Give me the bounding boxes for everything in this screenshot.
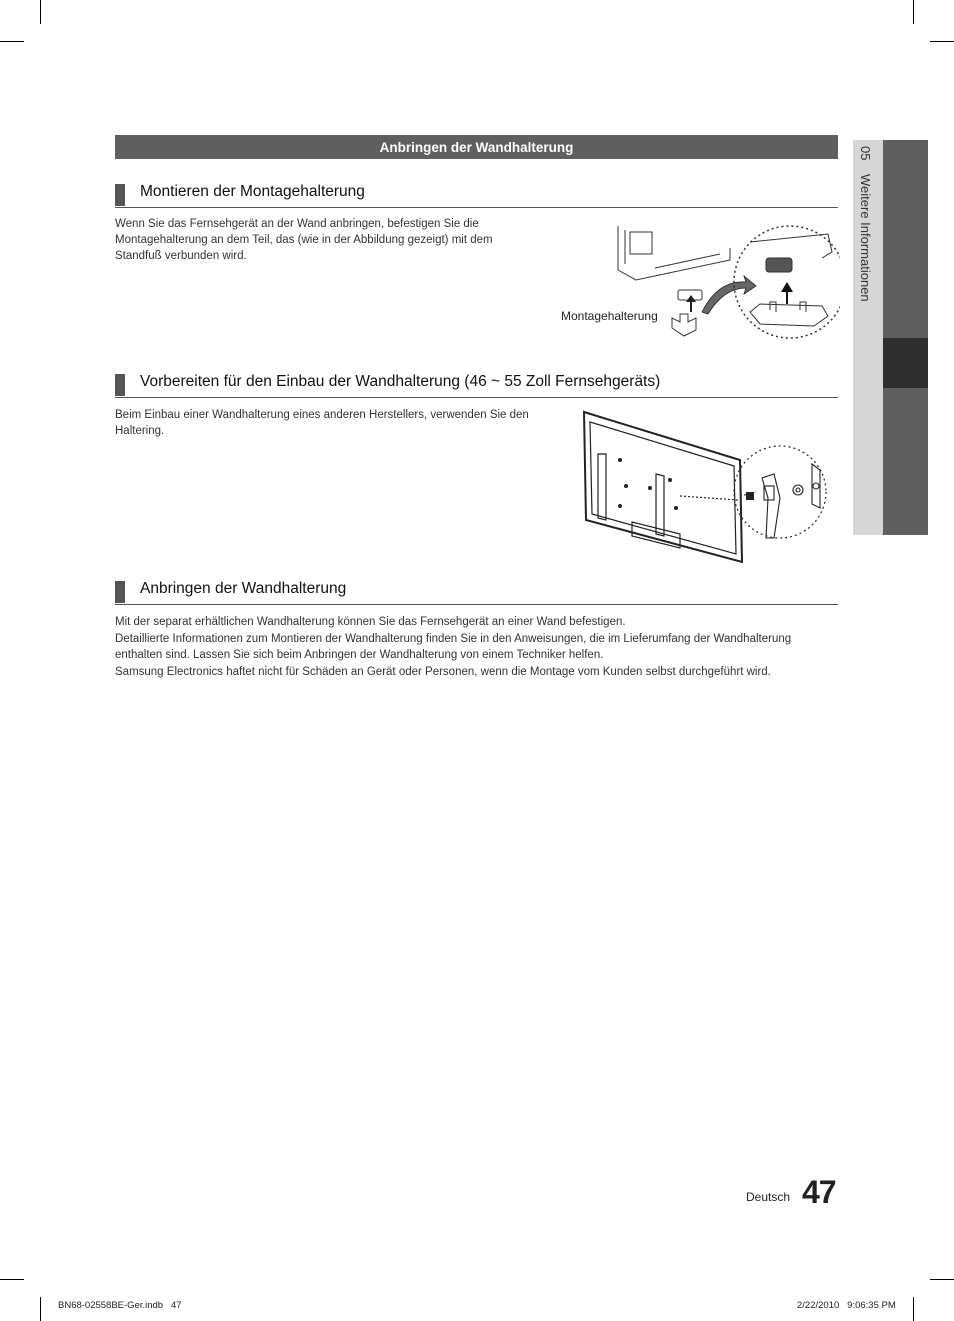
chapter-banner [115,135,838,159]
wall-mount-ring-illustration [580,408,830,568]
section-heading [115,373,838,398]
heading-marker [115,374,125,396]
section-title: Anbringen der Wandhalterung [140,580,347,597]
page-number: 47 [802,1174,836,1210]
crop-mark [913,0,914,24]
section-body [115,216,525,265]
section-body [115,614,838,681]
section-title: Vorbereiten für den Einbau der Wandhalterung (46 ~ 55 Zoll Fernsehgeräts) [140,373,661,390]
heading-marker [115,184,125,206]
paragraph: Mit der separat erhältlichen Wandhalterung können Sie das Fernsehgerät an einer Wand befestigen. [115,616,626,628]
section-body [115,407,580,440]
heading-marker [115,581,125,603]
paragraph: Wenn Sie das Fernsehgerät an der Wand anbringen, befestigen Sie die Montagehalterung an dem Teil, das (wie in der Abbildung gezeigt) mit dem Standfuß verbunden wird. [115,218,493,262]
paragraph: Beim Einbau einer Wandhalterung eines anderen Herstellers, verwenden Sie den Haltering. [115,409,529,437]
mounting-bracket-illustration [600,220,840,350]
section-heading [115,183,838,208]
print-slug-file: BN68-02558BE-Ger.indb 47 [58,1300,182,1311]
crop-mark [0,1279,24,1280]
crop-mark [913,1297,914,1321]
figure-label: Montagehalterung [561,309,658,323]
chapter-banner-title: Anbringen der Wandhalterung [379,139,574,155]
crop-mark [930,1279,954,1280]
crop-mark [40,1297,41,1321]
paragraph: Samsung Electronics haftet nicht für Schäden an Gerät oder Personen, wenn die Montage vom Kunden selbst durchgeführt wird. [115,666,771,678]
print-slug-timestamp: 2/22/2010 9:06:35 PM [797,1300,896,1311]
chapter-number: 05 [858,146,873,161]
chapter-title: Weitere Informationen [858,174,873,302]
crop-mark [930,41,954,42]
chapter-tab-label [858,146,873,312]
footer-language: Deutsch [746,1190,791,1204]
section-heading [115,580,838,605]
section-title: Montieren der Montagehalterung [140,183,365,200]
crop-mark [40,0,41,24]
paragraph: Detaillierte Informationen zum Montieren der Wandhalterung finden Sie in den Anweisungen, die im Lieferumfang der Wandhalterung enthalten sind. Lassen Sie sich beim Anbringen der Wandhalterung von einem Techniker helfen. [115,633,792,661]
crop-mark [0,41,24,42]
